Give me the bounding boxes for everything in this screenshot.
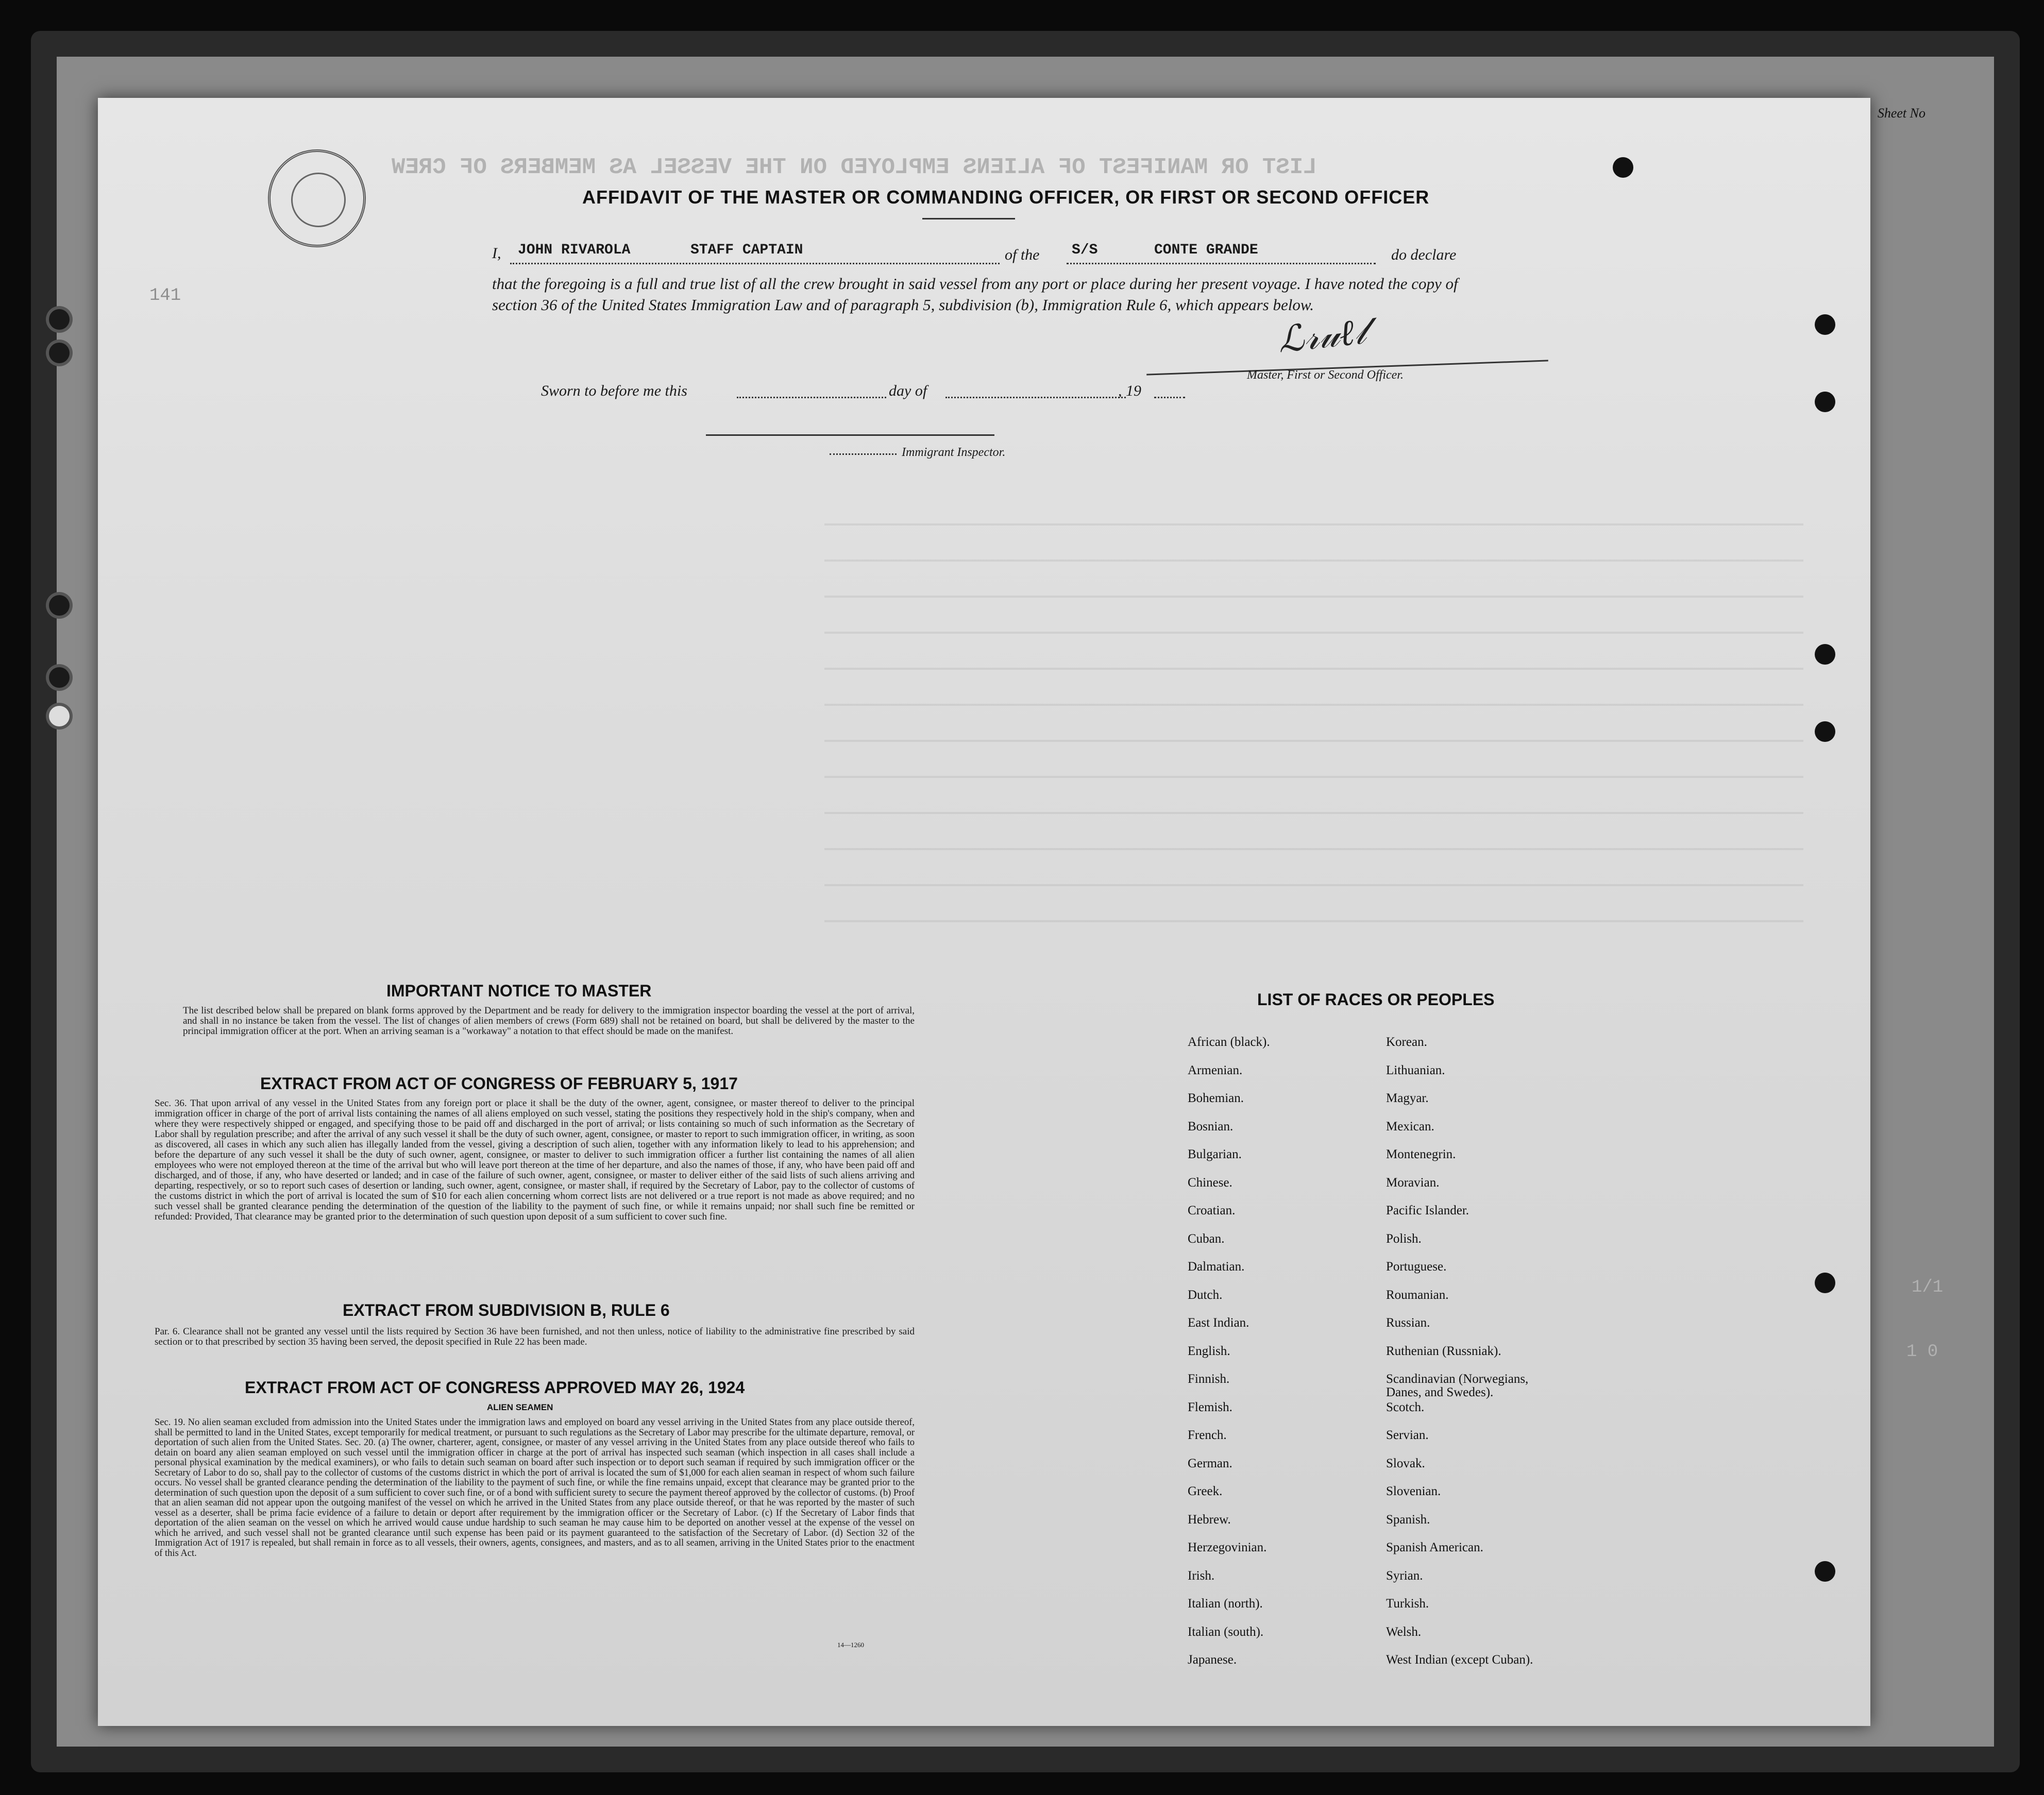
race-item: Korean. <box>1386 1035 1427 1049</box>
binder-hole <box>49 667 70 688</box>
punch-hole <box>1815 314 1835 335</box>
sworn-date-line <box>737 397 886 398</box>
race-item: Cuban. <box>1188 1231 1225 1246</box>
binder-hole <box>49 706 70 726</box>
race-item: Spanish American. <box>1386 1540 1483 1554</box>
race-item: Portuguese. <box>1386 1260 1447 1274</box>
race-item: French. <box>1188 1428 1227 1442</box>
race-item: Mexican. <box>1386 1119 1434 1133</box>
races-title: LIST OF RACES OR PEOPLES <box>1257 990 1495 1009</box>
binder-hole <box>49 309 70 330</box>
inspector-caption: Immigrant Inspector. <box>902 446 1006 459</box>
extract-1917-title: EXTRACT FROM ACT OF CONGRESS OF FEBRUARY 5, 1917 <box>260 1074 738 1093</box>
race-item: African (black). <box>1188 1035 1270 1049</box>
race-item: Slovak. <box>1386 1456 1425 1470</box>
race-item: Turkish. <box>1386 1597 1429 1611</box>
race-item: Ruthenian (Russniak). <box>1386 1344 1501 1358</box>
race-item: Lithuanian. <box>1386 1063 1445 1077</box>
race-item: Armenian. <box>1188 1063 1243 1077</box>
race-item: Croatian. <box>1188 1204 1236 1217</box>
margin-number: 141 <box>149 286 181 306</box>
vessel-prefix: S/S <box>1072 242 1098 258</box>
punch-hole <box>1815 644 1835 665</box>
affidavit-title: AFFIDAVIT OF THE MASTER OR COMMANDING OFFICER, OR FIRST OR SECOND OFFICER <box>582 187 1430 208</box>
notice-title: IMPORTANT NOTICE TO MASTER <box>386 981 652 1000</box>
declaration-prefix: I, <box>492 245 501 262</box>
margin-mark: 1 0 <box>1906 1342 1938 1362</box>
extract-rule6-title: EXTRACT FROM SUBDIVISION B, RULE 6 <box>343 1301 670 1319</box>
race-item: Japanese. <box>1188 1653 1237 1667</box>
extract-1924-title: EXTRACT FROM ACT OF CONGRESS APPROVED MAY 26, 1924 <box>245 1378 745 1397</box>
race-item: Magyar. <box>1386 1091 1429 1105</box>
punch-hole <box>1815 1273 1835 1293</box>
do-declare-label: do declare <box>1391 246 1457 263</box>
punch-hole <box>1613 157 1633 178</box>
vessel-name: CONTE GRANDE <box>1154 242 1258 258</box>
official-seal <box>268 149 366 247</box>
race-item: Irish. <box>1188 1568 1215 1583</box>
race-item: Italian (north). <box>1188 1597 1263 1611</box>
race-item: German. <box>1188 1456 1232 1470</box>
bleed-through-text: LIST OR MANIFEST OF ALIENS EMPLOYED ON THE VESSEL AS MEMBERS OF CREW <box>392 155 1317 180</box>
race-item: West Indian (except Cuban). <box>1386 1653 1533 1667</box>
race-item: Spanish. <box>1386 1512 1430 1527</box>
race-item: Dalmatian. <box>1188 1260 1245 1274</box>
inspector-signature-line <box>706 434 994 436</box>
race-item: Bosnian. <box>1188 1119 1234 1133</box>
signer-caption: Master, First or Second Officer. <box>1247 368 1404 382</box>
bleed-through-rows <box>824 489 1803 953</box>
race-item: Servian. <box>1386 1428 1429 1442</box>
race-item: Syrian. <box>1386 1568 1423 1583</box>
race-item: Greek. <box>1188 1484 1223 1498</box>
race-item: Herzegovinian. <box>1188 1540 1267 1554</box>
officer-rank: STAFF CAPTAIN <box>690 242 803 258</box>
race-item: East Indian. <box>1188 1316 1249 1330</box>
extract-rule6-text: Par. 6. Clearance shall not be granted any vessel until the lists required by Section 36 have been furnished, and not then unless, notice of liability to the administrative fine prescribed by said section or to that prescribed by section 35 having been served, the deposit specified in Rule 22 has been made. <box>155 1326 915 1347</box>
sworn-label: Sworn to before me this <box>541 382 687 399</box>
vessel-underline <box>1067 263 1376 264</box>
race-item: Flemish. <box>1188 1400 1232 1414</box>
title-rule <box>922 218 1015 219</box>
alien-seamen-subtitle: ALIEN SEAMEN <box>487 1402 553 1412</box>
race-item: Pacific Islander. <box>1386 1204 1469 1217</box>
race-item: Dutch. <box>1188 1288 1223 1302</box>
name-underline <box>510 263 1000 264</box>
month-line <box>945 397 1126 398</box>
punch-hole <box>1815 392 1835 412</box>
race-item: Scandinavian (Norwegians, Danes, and Swedes). <box>1386 1372 1529 1399</box>
race-item: Moravian. <box>1386 1175 1440 1190</box>
race-item: Roumanian. <box>1386 1288 1449 1302</box>
officer-signature: ℒ𝓇𝓊ℓ𝓁 <box>1276 312 1369 361</box>
year-line <box>1154 397 1185 398</box>
race-item: English. <box>1188 1344 1230 1358</box>
officer-name: JOHN RIVAROLA <box>518 242 631 258</box>
race-item: Polish. <box>1386 1231 1422 1246</box>
punch-hole <box>1815 1561 1835 1582</box>
race-item: Montenegrin. <box>1386 1147 1456 1161</box>
form-number: 14—1260 <box>837 1641 864 1649</box>
race-item: Bohemian. <box>1188 1091 1244 1105</box>
of-the-label: of the <box>1005 246 1040 263</box>
margin-mark: 1/1 <box>1912 1278 1944 1297</box>
extract-1917-text: Sec. 36. That upon arrival of any vessel in the United States from any foreign port or place it shall be the duty of the owner, agent, consignee, or master thereof to deliver to the principal immigration officer in charge of the port of arrival lists containing the names of all aliens employed on such vessel, stating the positions they respectively hold in the ship's company, when and where they were respectively shipped or engaged, and specifying those to be paid off and discharged in the port of arrival; or lists containing so much of such information as the Secretary of Labor shall by regulation prescribe; and after the arrival of any such vessel it shall be the duty of such owner, agent, consignee, or master to report to such immigration officer, in writing, as soon as discovered, all cases in which any such alien has illegally landed from the vessel, giving a description of such alien, together with any information likely to lead to his apprehension; and before the departure of any such vessel it shall be the duty of such owner, agent, consignee, or master to deliver to such immigration officer a further list containing the names of all alien employees who were not employed thereon at the time of the arrival but who will leave port thereon at the time of her departure, and also the names of those, if any, who have been paid off and discharged, and of those, if any, who have deserted or landed; and in case of the failure of such owner, agent, consignee, or master to deliver either of the said lists of such aliens arriving and departing, respectively, or so to report such cases of desertion or landing, such owner, agent, consignee, or master shall, if required by the Secretary of Labor, pay to the collector of customs of the customs district in which the port of arrival is located the sum of $10 for each alien concerning whom correct lists are not delivered or a true report is not made as above required; and no such vessel shall be granted clearance pending the determination of the question of the liability to the payment of such fine, or while it remains unpaid; nor shall such fine be remitted or refunded: Provided, That clearance may be granted prior to the determination of such question upon deposit of a sum sufficient to cover such fine. <box>155 1098 915 1222</box>
race-item: Scotch. <box>1386 1400 1425 1414</box>
day-of-label: day of <box>889 382 927 399</box>
race-item: Slovenian. <box>1386 1484 1441 1498</box>
race-item: Hebrew. <box>1188 1512 1231 1527</box>
binder-hole <box>49 595 70 616</box>
race-item: Bulgarian. <box>1188 1147 1242 1161</box>
race-item: Welsh. <box>1386 1624 1422 1639</box>
sheet-number-label: Sheet No <box>1877 106 1925 121</box>
year-label: , 19 <box>1118 382 1141 399</box>
punch-hole <box>1815 721 1835 742</box>
binder-hole <box>49 343 70 363</box>
race-item: Chinese. <box>1188 1175 1232 1190</box>
race-item: Italian (south). <box>1188 1624 1264 1639</box>
declaration-text: that the foregoing is a full and true list of all the crew brought in said vessel from any port or place during her present voyage. I have noted the copy of section 36 of the United States Immigration Law and of paragraph 5, subdivision (b), Immigration Rule 6, which appears below. <box>492 275 1458 314</box>
race-item: Finnish. <box>1188 1372 1230 1386</box>
notice-text: The list described below shall be prepared on blank forms approved by the Department and be ready for delivery to the immigration inspector boarding the vessel at the port of arrival, and shall in no instance be taken from the vessel. The list of changes of alien members of crews (Form 689) shall not be retained on board, but shall be delivered by the master to the principal immigration officer at the port. When an arriving seaman is a "workaway" a notation to that effect should be made on the manifest. <box>183 1005 915 1037</box>
inspector-dots <box>830 453 897 455</box>
race-item: Russian. <box>1386 1316 1430 1330</box>
extract-1924-text: Sec. 19. No alien seaman excluded from admission into the United States under the immigration laws and employed on board any vessel arriving in the United States from any place outside thereof, shall be permitted to land in the United States, except temporarily for medical treatment, or pursuant to such regulations as the Secretary of Labor may prescribe for the ultimate departure, removal, or deportation of such alien from the United States. Sec. 20. (a) The owner, charterer, agent, consignee, or master of any vessel arriving in the United States from any place outside thereof who fails to detain on board any alien seaman employed on such vessel until the immigration officer in charge at the port of arrival has inspected such seaman (which inspection in all cases shall include a personal physical examination by the medical examiners), or who fails to detain such seaman on board after such inspection or to deport such seaman if required by such immigration officer or the Secretary of Labor to do so, shall pay to the collector of customs of the customs district in which the port of arrival is located the sum of $1,000 for each alien seaman in respect of whom such failure occurs. No vessel shall be granted clearance pending the determination of the liability to the payment of such fine, or while the fine remains unpaid, except that clearance may be granted prior to the determination of such question upon the deposit of a sum sufficient to cover such fine, or of a bond with sufficient surety to secure the payment thereof approved by the collector of customs. (b) Proof that an alien seaman did not appear upon the outgoing manifest of the vessel on which he arrived in the United States from any place outside thereof, or that he was reported by the master of such vessel as a deserter, shall be prima facie evidence of a failure to detain or deport after requirement by the immigration officer or the Secretary of Labor. (c) If the Secretary of Labor finds that deportation of the alien seaman on the vessel on which he arrived would cause undue hardship to such seaman he may cause him to be deported on another vessel at the expense of the vessel on which he arrived, and such vessel shall not be granted clearance until such expense has been paid or its payment guaranteed to the satisfaction of the Secretary of Labor. (d) Section 32 of the Immigration Act of 1917 is repealed, but shall remain in force as to all vessels, their owners, agents, consignees, and masters, and as to all seamen, arriving in the United States prior to the enactment of this Act. <box>155 1417 915 1559</box>
